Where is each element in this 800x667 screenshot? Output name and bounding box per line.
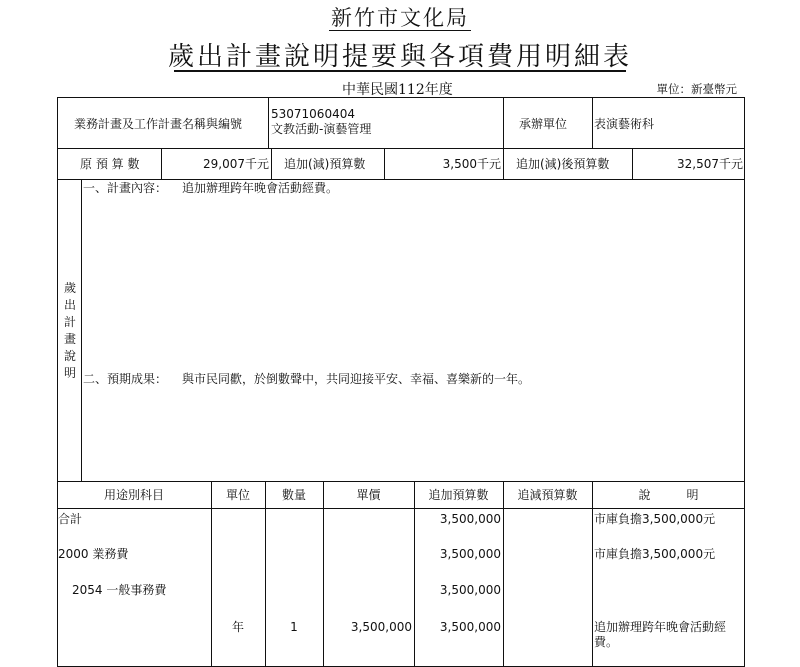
col-header-price: 單價	[356, 488, 381, 502]
expected-result-text: 與市民同歡，於倒數聲中，共同迎接平安、幸福、喜樂新的一年。	[182, 372, 531, 386]
row-add: 3,500,000	[439, 512, 501, 526]
row-subject: 2000 業務費	[58, 547, 129, 561]
col-header-add: 追加預算數	[428, 488, 489, 502]
row-subject: 合計	[58, 512, 83, 526]
row-add: 3,500,000	[439, 583, 501, 597]
explain-side-divider	[81, 179, 82, 481]
info-col-divider	[268, 97, 269, 148]
table-col-divider	[414, 481, 415, 667]
row-add: 3,500,000	[439, 620, 501, 634]
plan-label: 業務計畫及工作計畫名稱與編號	[74, 117, 243, 131]
row-add: 3,500,000	[439, 547, 501, 561]
org-label: 承辦單位	[519, 117, 568, 131]
after-budget-value: 32,507千元	[677, 157, 743, 171]
table-col-divider	[323, 481, 324, 667]
info-col-divider	[503, 148, 504, 179]
table-col-divider	[211, 481, 212, 667]
org-value: 表演藝術科	[594, 117, 655, 131]
expected-result-label: 二、預期成果：	[83, 372, 168, 386]
col-header-qty: 數量	[281, 488, 306, 502]
info-col-divider	[592, 97, 593, 148]
after-budget-label: 追加(減)後預算數	[516, 157, 610, 171]
row-qty: 1	[290, 620, 298, 634]
agency-name: 新竹市文化局	[331, 6, 469, 30]
col-header-note: 說 明	[638, 488, 699, 502]
row-unit: 年	[231, 620, 244, 634]
orig-budget-value: 29,007千元	[203, 157, 269, 171]
adj-budget-value: 3,500千元	[442, 157, 501, 171]
table-col-divider	[592, 481, 593, 667]
adj-budget-label: 追加(減)預算數	[284, 157, 366, 171]
col-header-sub: 追減預算數	[517, 488, 578, 502]
row-price: 3,500,000	[350, 620, 412, 634]
title-underline	[174, 70, 626, 72]
plan-name: 文教活動-演藝管理	[271, 122, 372, 136]
col-header-unit: 單位	[225, 488, 250, 502]
table-top-border	[57, 481, 745, 482]
info-col-divider	[271, 148, 272, 179]
table-col-divider	[503, 481, 504, 667]
table-header-divider	[57, 508, 745, 509]
row-note: 追加辦理跨年晚會活動經費。	[594, 620, 727, 649]
document-title: 歲出計畫說明提要與各項費用明細表	[167, 42, 632, 72]
fiscal-year: 中華民國112年度	[342, 82, 453, 98]
orig-budget-label: 原 預 算 數	[80, 157, 140, 171]
currency-unit: 單位：新臺幣元	[656, 82, 737, 96]
table-col-divider	[265, 481, 266, 667]
info-col-divider	[503, 97, 504, 148]
plan-content-text: 追加辦理跨年晚會活動經費。	[182, 181, 339, 195]
plan-content-label: 一、計畫內容：	[83, 181, 168, 195]
info-row-divider	[57, 179, 745, 180]
col-header-subject: 用途別科目	[103, 488, 164, 502]
row-note: 市庫負擔3,500,000元	[594, 547, 716, 561]
plan-code: 53071060404	[271, 107, 355, 121]
row-note: 市庫負擔3,500,000元	[594, 512, 716, 526]
row-subject: 2054 一般事務費	[72, 583, 167, 597]
explain-side-label: 歲出計畫說明	[63, 281, 76, 380]
